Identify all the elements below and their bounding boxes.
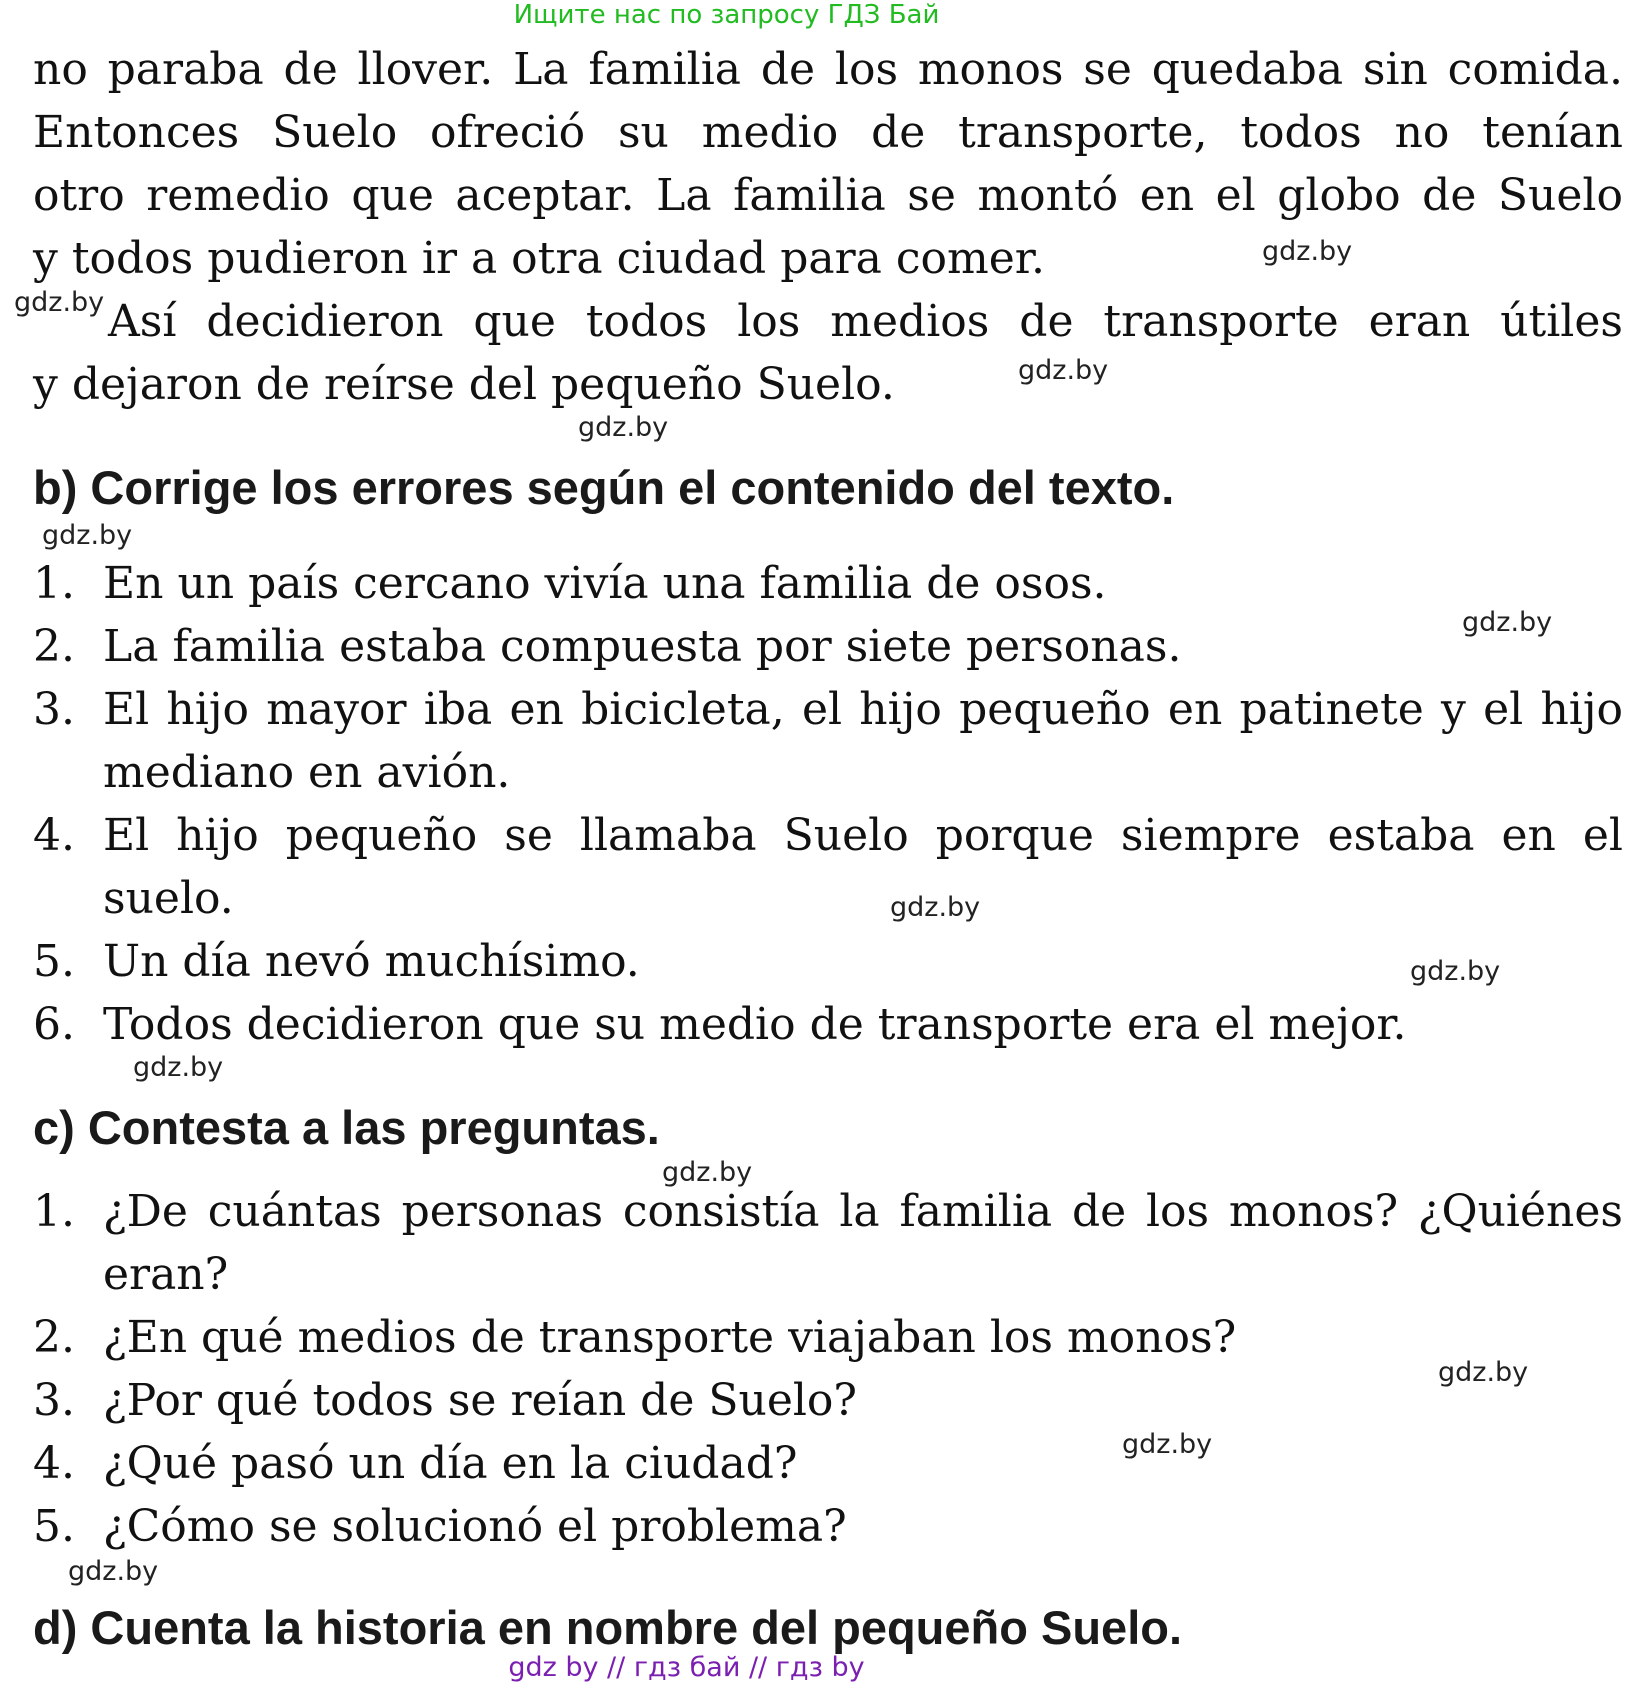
- list-item: [33, 1180, 1623, 1306]
- item-text: ¿En qué medios de transporte viajaban los monos?: [103, 1312, 1237, 1363]
- item-number: 1.: [33, 1186, 75, 1237]
- watermark: gdz.by: [14, 287, 105, 318]
- watermark: gdz.by: [1410, 956, 1501, 987]
- watermark: gdz.by: [68, 1556, 159, 1587]
- search-hint-link[interactable]: Ищите нас по запросу ГДЗ Бай: [513, 0, 940, 30]
- item-number: 5.: [33, 1501, 75, 1552]
- list-item: [33, 1429, 1623, 1495]
- section-d-heading: d) Cuenta la historia en nombre del pequeño Suelo.: [33, 1601, 1183, 1654]
- watermark: gdz.by: [1262, 236, 1353, 267]
- item-number: 3.: [33, 1375, 75, 1426]
- item-text: La familia estaba compuesta por siete personas.: [103, 621, 1182, 672]
- item-text: ¿Cómo se solucionó el problema?: [103, 1501, 847, 1552]
- item-number: 4.: [33, 810, 75, 861]
- story-line: y todos pudieron ir a otra ciudad para comer.: [33, 233, 1045, 284]
- item-number: 3.: [33, 684, 75, 735]
- item-number: 2.: [33, 621, 75, 672]
- list-item: [33, 1369, 1623, 1432]
- list-item: [33, 552, 1623, 615]
- item-text: Todos decidieron que su medio de transporte era el mejor.: [103, 999, 1407, 1050]
- story-line: Entonces Suelo ofreció su medio de transporte, todos no tenían: [33, 107, 1623, 158]
- section-c-list: [33, 1180, 1623, 1558]
- story-line: otro remedio que aceptar. La familia se montó en el globo de Suelo: [33, 170, 1623, 221]
- watermark: gdz.by: [1438, 1357, 1529, 1388]
- watermark: gdz.by: [662, 1157, 753, 1188]
- item-text: El hijo mayor iba en bicicleta, el hijo pequeño en patinete y el hijo mediano en avión.: [103, 684, 1623, 798]
- list-item: [33, 678, 1623, 804]
- list-item: [33, 930, 1623, 993]
- watermark: gdz.by: [133, 1052, 224, 1083]
- watermark: gdz.by: [890, 892, 981, 923]
- item-text: ¿De cuántas personas consistía la familia de los monos? ¿Quiénes eran?: [103, 1186, 1623, 1300]
- section-c-heading: c) Contesta a las preguntas.: [33, 1101, 660, 1154]
- item-number: 2.: [33, 1312, 75, 1363]
- item-number: 4.: [33, 1438, 75, 1489]
- item-number: 1.: [33, 558, 75, 609]
- story-line: Así decidieron que todos los medios de transporte eran útiles: [108, 296, 1623, 347]
- story-line: no paraba de llover. La familia de los monos se quedaba sin comida.: [33, 44, 1623, 95]
- list-item: [33, 615, 1623, 678]
- item-text: En un país cercano vivía una familia de osos.: [103, 558, 1107, 609]
- item-text: ¿Qué pasó un día en la ciudad?: [103, 1438, 798, 1489]
- list-item: [33, 1495, 1623, 1558]
- watermark: gdz.by: [1018, 355, 1109, 386]
- item-number: 5.: [33, 936, 75, 987]
- item-text: ¿Por qué todos se reían de Suelo?: [103, 1375, 858, 1426]
- item-text: El hijo pequeño se llamaba Suelo porque siempre estaba en el suelo.: [103, 810, 1623, 924]
- footer-links[interactable]: gdz by // гдз бай // гдз by: [508, 1652, 865, 1683]
- list-item: [33, 1306, 1623, 1369]
- story-line: y dejaron de reírse del pequeño Suelo.: [33, 359, 895, 410]
- list-item: [33, 804, 1623, 930]
- watermark: gdz.by: [1122, 1429, 1213, 1460]
- section-b-list: [33, 552, 1623, 1056]
- item-number: 6.: [33, 999, 75, 1050]
- list-item: [33, 993, 1623, 1056]
- story-text: [33, 38, 1623, 416]
- watermark: gdz.by: [1462, 607, 1553, 638]
- watermark: gdz.by: [578, 412, 669, 443]
- section-b-heading: b) Corrige los errores según el contenido del texto.: [33, 461, 1175, 514]
- watermark: gdz.by: [42, 520, 133, 551]
- item-text: Un día nevó muchísimo.: [103, 936, 640, 987]
